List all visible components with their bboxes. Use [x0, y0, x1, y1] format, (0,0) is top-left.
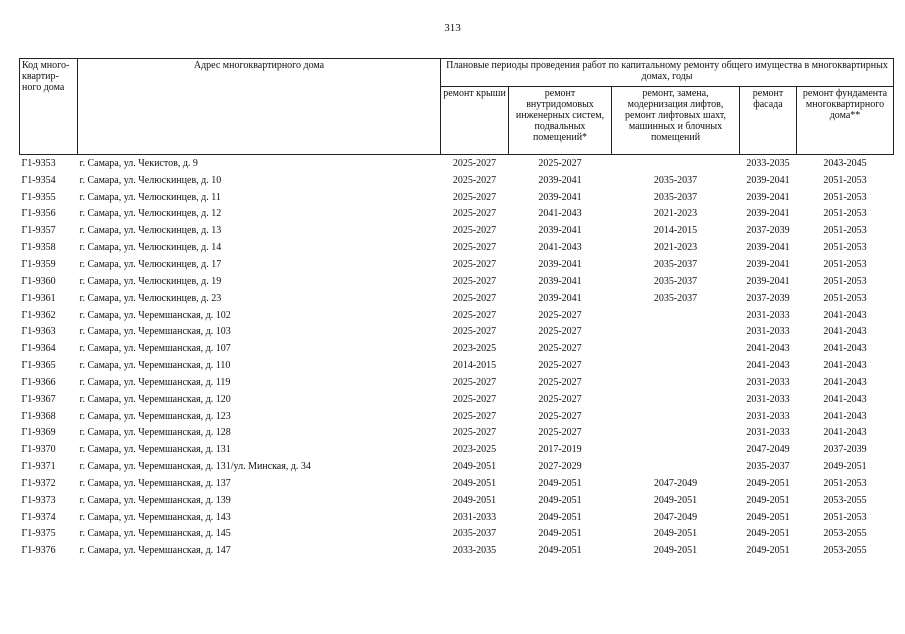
cell-code: Г1-9372: [21, 477, 56, 489]
cell-roof: 2025-2027: [452, 157, 497, 169]
cell-foundation: 2041-2043: [823, 410, 867, 422]
cell-foundation: 2051-2053: [823, 225, 867, 237]
cell-foundation: 2053-2055: [823, 494, 867, 506]
cell-address: г. Самара, ул. Чекистов, д. 9: [79, 157, 198, 169]
cell-systems: 2049-2051: [538, 477, 582, 489]
table-row: [20, 155, 894, 172]
cell-address: г. Самара, ул. Челюскинцев, д. 19: [79, 275, 222, 287]
cell-foundation: 2051-2053: [823, 191, 867, 203]
cell-code: Г1-9363: [21, 326, 56, 338]
cell-facade: 2039-2041: [746, 275, 790, 287]
cell-lifts: 2035-2037: [653, 275, 698, 287]
cell-address: г. Самара, ул. Черемшанская, д. 147: [79, 545, 231, 557]
cell-facade: 2039-2041: [746, 191, 790, 203]
cell-lifts: 2049-2051: [653, 545, 698, 557]
cell-facade: 2049-2051: [746, 477, 790, 489]
cell-facade: 2041-2043: [746, 343, 790, 355]
cell-facade: 2039-2041: [746, 208, 790, 220]
table-row: [20, 458, 894, 475]
cell-foundation: 2051-2053: [823, 477, 867, 489]
cell-systems: 2041-2043: [538, 208, 582, 220]
cell-facade: 2049-2051: [746, 528, 790, 540]
cell-lifts: [612, 391, 740, 408]
cell-lifts: [612, 374, 740, 391]
cell-facade: 2039-2041: [746, 174, 790, 186]
cell-roof: 2025-2027: [452, 242, 497, 254]
cell-foundation: 2051-2053: [823, 511, 867, 523]
cell-lifts: [612, 307, 740, 324]
table-row: [20, 239, 894, 256]
cell-roof: 2025-2027: [452, 309, 497, 321]
cell-code: Г1-9359: [21, 258, 56, 270]
cell-lifts: 2049-2051: [653, 528, 698, 540]
cell-foundation: 2049-2051: [823, 461, 867, 473]
cell-facade: 2033-2035: [746, 157, 790, 169]
cell-facade: 2039-2041: [746, 242, 790, 254]
cell-foundation: 2041-2043: [823, 393, 867, 405]
cell-facade: 2031-2033: [746, 427, 790, 439]
cell-foundation: 2053-2055: [823, 545, 867, 557]
table-row: [20, 323, 894, 340]
cell-foundation: 2053-2055: [823, 528, 867, 540]
cell-lifts: [612, 458, 740, 475]
page-number: 313: [444, 22, 461, 34]
cell-systems: 2025-2027: [538, 157, 582, 169]
table-row: [20, 374, 894, 391]
cell-code: Г1-9369: [21, 427, 56, 439]
cell-roof: 2033-2035: [452, 545, 497, 557]
cell-roof: 2014-2015: [452, 360, 497, 372]
cell-code: Г1-9375: [21, 528, 56, 540]
cell-code: Г1-9353: [21, 157, 56, 169]
cell-roof: 2049-2051: [452, 494, 497, 506]
cell-facade: 2049-2051: [746, 545, 790, 557]
cell-address: г. Самара, ул. Черемшанская, д. 123: [79, 410, 231, 422]
cell-code: Г1-9371: [21, 461, 56, 473]
cell-code: Г1-9357: [21, 225, 56, 237]
cell-roof: 2023-2025: [452, 343, 497, 355]
cell-roof: 2025-2027: [452, 208, 497, 220]
cell-lifts: 2021-2023: [653, 208, 698, 220]
cell-lifts: 2035-2037: [653, 258, 698, 270]
cell-code: Г1-9355: [21, 191, 56, 203]
table-row: [20, 340, 894, 357]
cell-lifts: [612, 425, 740, 442]
cell-address: г. Самара, ул. Черемшанская, д. 110: [79, 360, 231, 372]
cell-address: г. Самара, ул. Черемшанская, д. 145: [79, 528, 231, 540]
cell-address: г. Самара, ул. Челюскинцев, д. 12: [79, 208, 222, 220]
cell-lifts: 2049-2051: [653, 494, 698, 506]
cell-roof: 2025-2027: [452, 376, 497, 388]
cell-foundation: 2041-2043: [823, 427, 867, 439]
cell-lifts: [612, 323, 740, 340]
cell-code: Г1-9360: [21, 275, 56, 287]
header-systems: ремонт внутридомовых инженерных систем, подвальных помещений*: [509, 87, 612, 155]
cell-facade: 2037-2039: [746, 292, 790, 304]
cell-foundation: 2041-2043: [823, 376, 867, 388]
cell-code: Г1-9362: [21, 309, 56, 321]
cell-address: г. Самара, ул. Челюскинцев, д. 14: [79, 242, 222, 254]
cell-facade: 2049-2051: [746, 494, 790, 506]
cell-facade: 2047-2049: [746, 444, 790, 456]
cell-roof: 2035-2037: [452, 528, 497, 540]
table-row: [20, 542, 894, 559]
cell-systems: 2025-2027: [538, 343, 582, 355]
cell-systems: 2017-2019: [538, 444, 582, 456]
cell-systems: 2025-2027: [538, 376, 582, 388]
cell-address: г. Самара, ул. Черемшанская, д. 131/ул. Минская, д. 34: [79, 461, 311, 473]
cell-code: Г1-9356: [21, 208, 56, 220]
cell-systems: 2039-2041: [538, 258, 582, 270]
cell-roof: 2025-2027: [452, 292, 497, 304]
cell-roof: 2025-2027: [452, 393, 497, 405]
cell-address: г. Самара, ул. Черемшанская, д. 103: [79, 326, 231, 338]
cell-address: г. Самара, ул. Челюскинцев, д. 10: [79, 174, 222, 186]
cell-foundation: 2041-2043: [823, 360, 867, 372]
cell-facade: 2031-2033: [746, 393, 790, 405]
table-row: [20, 206, 894, 223]
cell-systems: 2039-2041: [538, 225, 582, 237]
table-row: [20, 475, 894, 492]
table-row: [20, 189, 894, 206]
cell-systems: 2039-2041: [538, 275, 582, 287]
table-row: [20, 290, 894, 307]
table-row: [20, 441, 894, 458]
table-row: [20, 357, 894, 374]
capital-repair-table: [19, 58, 894, 559]
table-body: [20, 155, 894, 560]
cell-systems: 2039-2041: [538, 292, 582, 304]
cell-lifts: 2021-2023: [653, 242, 698, 254]
cell-systems: 2039-2041: [538, 191, 582, 203]
cell-roof: 2025-2027: [452, 326, 497, 338]
cell-address: г. Самара, ул. Черемшанская, д. 107: [79, 343, 231, 355]
cell-code: Г1-9368: [21, 410, 56, 422]
cell-lifts: [612, 340, 740, 357]
cell-address: г. Самара, ул. Черемшанская, д. 102: [79, 309, 231, 321]
cell-roof: 2025-2027: [452, 191, 497, 203]
table-row: [20, 222, 894, 239]
cell-systems: 2039-2041: [538, 174, 582, 186]
header-periods-label: Плановые периоды проведения работ по капитальному ремонту общего имущества в многоквартирных домах, годы: [446, 60, 888, 82]
cell-lifts: [612, 408, 740, 425]
cell-roof: 2025-2027: [452, 258, 497, 270]
header-address-label: Адрес многоквартирного дома: [193, 60, 325, 71]
cell-code: Г1-9370: [21, 444, 56, 456]
cell-systems: 2025-2027: [538, 309, 582, 321]
cell-address: г. Самара, ул. Черемшанская, д. 128: [79, 427, 231, 439]
cell-roof: 2025-2027: [452, 410, 497, 422]
cell-systems: 2041-2043: [538, 242, 582, 254]
cell-code: Г1-9364: [21, 343, 56, 355]
cell-systems: 2025-2027: [538, 360, 582, 372]
cell-systems: 2049-2051: [538, 528, 582, 540]
cell-address: г. Самара, ул. Челюскинцев, д. 13: [79, 225, 222, 237]
cell-address: г. Самара, ул. Черемшанская, д. 137: [79, 477, 231, 489]
cell-foundation: 2041-2043: [823, 309, 867, 321]
table-row: [20, 273, 894, 290]
cell-foundation: 2041-2043: [823, 326, 867, 338]
cell-facade: 2031-2033: [746, 410, 790, 422]
cell-facade: 2031-2033: [746, 326, 790, 338]
header-lifts: ремонт, замена, модернизация лифтов, ремонт лифтовых шахт, машинных и блочных помещений: [612, 87, 740, 155]
cell-systems: 2049-2051: [538, 494, 582, 506]
table-row: [20, 509, 894, 526]
cell-code: Г1-9366: [21, 376, 56, 388]
table-row: [20, 307, 894, 324]
cell-foundation: 2037-2039: [823, 444, 867, 456]
header-foundation: ремонт фундамента многоквартирного дома**: [797, 87, 894, 155]
header-code-label: Код много-квартир-ного дома: [22, 60, 70, 93]
cell-lifts: 2035-2037: [653, 191, 698, 203]
cell-facade: 2039-2041: [746, 258, 790, 270]
cell-roof: 2025-2027: [452, 275, 497, 287]
cell-code: Г1-9374: [21, 511, 56, 523]
cell-facade: 2037-2039: [746, 225, 790, 237]
cell-facade: 2035-2037: [746, 461, 790, 473]
cell-address: г. Самара, ул. Черемшанская, д. 143: [79, 511, 231, 523]
cell-systems: 2025-2027: [538, 410, 582, 422]
cell-foundation: 2051-2053: [823, 174, 867, 186]
cell-roof: 2025-2027: [452, 174, 497, 186]
cell-code: Г1-9373: [21, 494, 56, 506]
cell-systems: 2049-2051: [538, 511, 582, 523]
cell-code: Г1-9376: [21, 545, 56, 557]
cell-facade: 2031-2033: [746, 309, 790, 321]
cell-facade: 2041-2043: [746, 360, 790, 372]
cell-foundation: 2043-2045: [823, 157, 867, 169]
cell-foundation: 2041-2043: [823, 343, 867, 355]
cell-roof: 2025-2027: [452, 427, 497, 439]
cell-roof: 2049-2051: [452, 461, 497, 473]
cell-systems: 2025-2027: [538, 326, 582, 338]
cell-foundation: 2051-2053: [823, 275, 867, 287]
cell-foundation: 2051-2053: [823, 242, 867, 254]
table-row: [20, 492, 894, 509]
cell-address: г. Самара, ул. Черемшанская, д. 131: [79, 444, 231, 456]
cell-systems: 2027-2029: [538, 461, 582, 473]
cell-foundation: 2051-2053: [823, 292, 867, 304]
table-row: [20, 408, 894, 425]
cell-code: Г1-9354: [21, 174, 56, 186]
header-periods: [441, 59, 894, 87]
cell-code: Г1-9367: [21, 393, 56, 405]
table-row: [20, 425, 894, 442]
cell-foundation: 2051-2053: [823, 208, 867, 220]
cell-address: г. Самара, ул. Челюскинцев, д. 17: [79, 258, 222, 270]
cell-address: г. Самара, ул. Черемшанская, д. 139: [79, 494, 231, 506]
cell-lifts: 2047-2049: [653, 511, 698, 523]
table-row: [20, 391, 894, 408]
cell-lifts: 2014-2015: [653, 225, 698, 237]
cell-lifts: 2035-2037: [653, 174, 698, 186]
cell-systems: 2049-2051: [538, 545, 582, 557]
cell-roof: 2025-2027: [452, 225, 497, 237]
cell-roof: 2031-2033: [452, 511, 497, 523]
cell-roof: 2049-2051: [452, 477, 497, 489]
cell-lifts: 2047-2049: [653, 477, 698, 489]
cell-code: Г1-9361: [21, 292, 56, 304]
cell-code: Г1-9358: [21, 242, 56, 254]
header-code: [20, 59, 78, 155]
cell-lifts: 2035-2037: [653, 292, 698, 304]
cell-systems: 2025-2027: [538, 427, 582, 439]
table-row: [20, 526, 894, 543]
cell-code: Г1-9365: [21, 360, 56, 372]
cell-foundation: 2051-2053: [823, 258, 867, 270]
cell-address: г. Самара, ул. Челюскинцев, д. 23: [79, 292, 222, 304]
cell-facade: 2049-2051: [746, 511, 790, 523]
table-row: [20, 256, 894, 273]
cell-systems: 2025-2027: [538, 393, 582, 405]
header-facade: ремонт фасада: [740, 87, 797, 155]
cell-address: г. Самара, ул. Черемшанская, д. 119: [79, 376, 231, 388]
cell-facade: 2031-2033: [746, 376, 790, 388]
header-roof: ремонт крыши: [441, 87, 509, 155]
cell-lifts: [612, 357, 740, 374]
cell-roof: 2023-2025: [452, 444, 497, 456]
cell-lifts: [612, 441, 740, 458]
cell-address: г. Самара, ул. Черемшанская, д. 120: [79, 393, 231, 405]
table-row: [20, 172, 894, 189]
cell-address: г. Самара, ул. Челюскинцев, д. 11: [79, 191, 221, 203]
cell-lifts: [612, 155, 740, 172]
header-address: [78, 59, 441, 155]
